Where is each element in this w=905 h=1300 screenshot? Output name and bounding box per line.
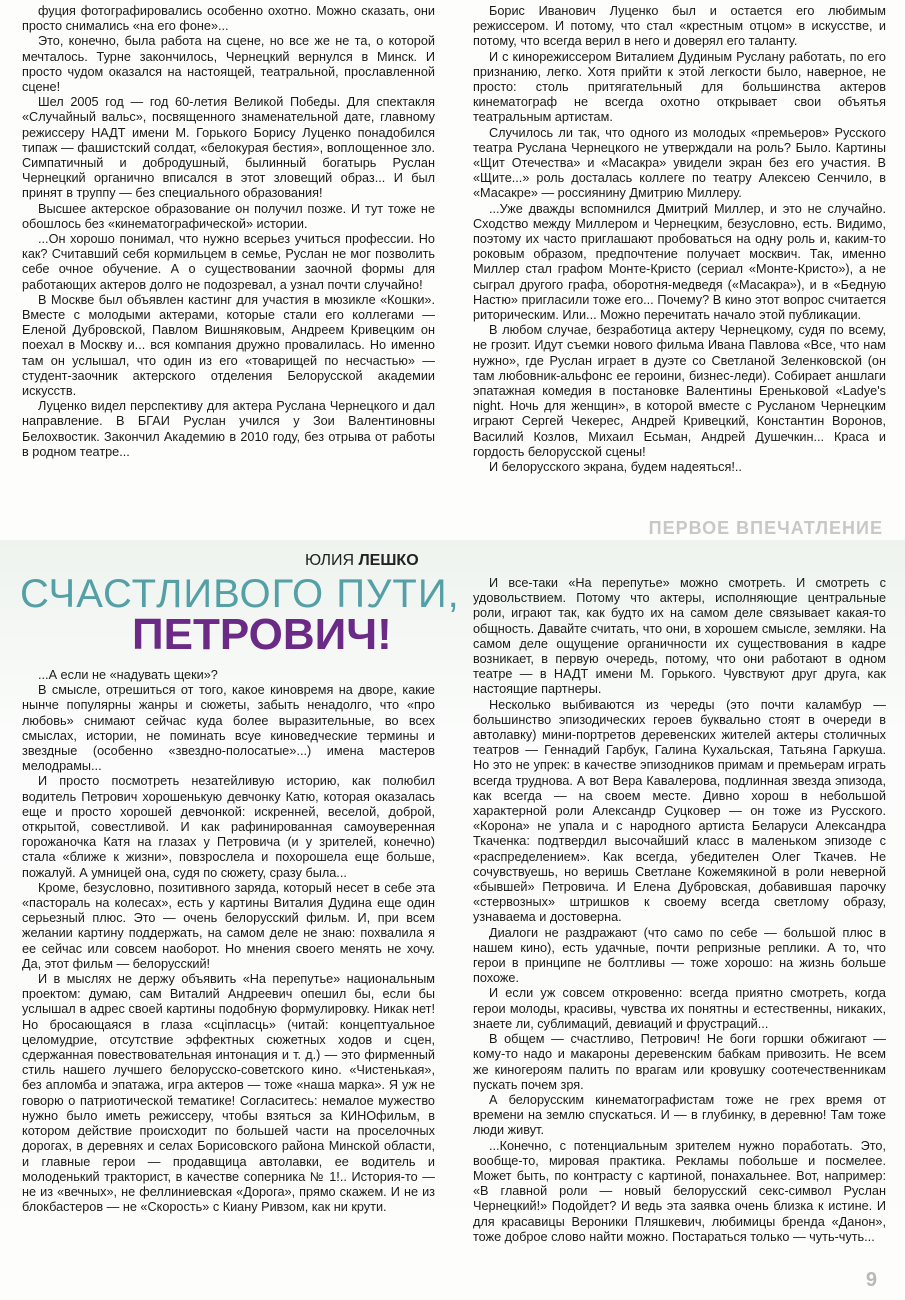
author-byline: [305, 552, 419, 570]
paragraph: И с кинорежиссером Виталием Дудиным Руслану работать, по его признанию, легко. Хотя прийти к этой легкости было, наверное, не просто: столь притягательный для большинства актеров кинематограф не всегда охотно открывает свои объятья театральным артистам.: [473, 49, 886, 125]
paragraph: Диалоги не раздражают (что само по себе — большой плюс в нашем кино), есть удачные, почти репризные реплики. А то, что герои в принципе не болтливы — тоже хорошо: на жизнь больше похоже.: [473, 925, 886, 986]
paragraph: В смысле, отрешиться от того, какое киновремя на дворе, какие нынче популярны жанры и сюжеты, забыть ненадолго, что «про любовь» снимают сейчас куда более выразительные, во всех смыслах, истории, не поминать всуе киноведческие термины и звездные (особенно «звездно-полосатые»...) имена мастеров мелодрамы...: [22, 683, 435, 774]
paragraph: И если уж совсем откровенно: всегда приятно смотреть, когда герои молоды, красивы, чувства их понятны и естественны, никаких, знаете ли, сублимаций, девиаций и фрустраций...: [473, 986, 886, 1031]
paragraph: Несколько выбиваются из череды (это почти каламбур — большинство эпизодических героев буквально стоят в очереди в автолавку) мини-портретов деревенских жителей актеры столичных театров — Геннадий Гарбук, Галина Кухальская, Татьяна Гаркуша. Но это не упрек: в качестве эпизодников примам и премьерам играть всегда труднова. А вот Вера Кавалерова, подлинная звезда эпизода, как всегда — на своем месте. Дивно хорош в небольшой характерной роли Александр Суцковер — он тоже из Русского. «Корона» не упала и с народного артиста Беларуси Александра Ткаченка: подтвердил высочайший класс в маленьком эпизоде с «распределением». Как всегда, убедителен Олег Ткачев. Не сочувствуешь, но веришь Светлане Кожемякиной в роли неверной «бывшей» Петровича. И Елена Дубровская, добавившая парочку «стервозных» штришков к своему всегда светлому образу, узнаваема и достоверна.: [473, 697, 886, 925]
paragraph: Борис Иванович Луценко был и остается его любимым режиссером. И потому, что стал «крестным отцом» в искусстве, и потому, что всегда верил в него и доверял его таланту.: [473, 4, 886, 49]
paragraph: ...А если не «надувать щеки»?: [38, 668, 218, 682]
bottom-left-column: [22, 668, 435, 1215]
paragraph: ...Уже дважды вспомнился Дмитрий Миллер, и это не случайно. Сходство между Миллером и Чернецким, безусловно, есть. Видимо, поэтому их часто приглашают пробоваться на одну роль и, каким-то роковым образом, предпочтение получает москвич. Так, именно Миллер стал графом Монте-Кристо (сериал «Монте-Кристо»), а не сыграл другого графа, оборотня-медведя («Масакра»), и в «Бедную Настю» пригласили тоже его... Почему? В кино этот вопрос считается риторическим. Или... Можно перечитать начало этой публикации.: [473, 201, 886, 323]
author-last-name: ЛЕШКО: [358, 552, 419, 569]
headline-line-2: ПЕТРОВИЧ!: [132, 610, 392, 659]
paragraph: И просто посмотреть незатейливую историю, как полюбил водитель Петрович хорошенькую девчонку Катю, которая оказалась еще и просто хорошей девчонкой: искренней, веселой, доброй, открытой, совестливой. И как рафинированная самоуверенная горожаночка Катя на глазах у Петровича (и у зрителей, конечно) стала «ближе к жизни», повзрослела и похорошела еще больше, пожалуй. А умницей она, судя по сюжету, сразу была...: [22, 774, 435, 880]
top-right-column: [473, 4, 886, 475]
paragraph: Луценко видел перспективу для актера Руслана Чернецкого и дал направление. В БГАИ Руслан учился у Зои Валентиновны Белохвостик. Закончил Академию в 2010 году, без отрыва от работы в родном театре...: [22, 399, 435, 459]
paragraph: И в мыслях не держу объявить «На перепутье» национальным проектом: думаю, сам Виталий Андреевич опешил бы, если бы услышал в адрес своей картины подобную формулировку. Никак нет! Но бросающаяся в глаза «сціпласць» (читай: концептуальное целомудрие, отсутствие эффектных сюжетных ходов и сцен, сдержанная повествовательная интонация и т. д.) — это фирменный стиль нашего лучшего белорусско-советского кино. «Чистенькая», без апломба и эпатажа, игра актеров — тоже «наша марка». Я уж не говорю о патриотической тематике! Согласитесь: немалое мужество нужно было иметь режиссеру, чтобы взяться за КИНОфильм, в котором действие происходит по большей части на проселочных дорогах, в деревнях и селах Борисовского района Минской области, и главные герои — продавщица автолавки, ее водитель и молоденький тракторист, в качестве соперника № 1!.. История-то — не из «вечных», не феллиниевская «Дорога», прямо скажем. И не из блокбастеров — не «Скорость» с Киану Ривзом, как ни крути.: [22, 972, 435, 1215]
paragraph: И белорусского экрана, будем надеяться!..: [489, 460, 742, 475]
paragraph: Случилось ли так, что одного из молодых «премьеров» Русского театра Руслана Чернецкого не утверждали на роль? Было. Картины «Щит Отечества» и «Масакра» увидели экран без его участия. В «Щите...» роль досталась коллеге по театру Алексею Сенчило, в «Масакре» — россиянину Дмитрию Миллеру.: [473, 125, 886, 201]
paragraph: В общем — счастливо, Петрович! Не боги горшки обжигают — кому-то надо и макароны деревенским бабкам привозить. Не всем же киногероям палить по врагам или кровушку соотечественникам пускать почем зря.: [473, 1032, 886, 1092]
bottom-right-column: [473, 576, 886, 1245]
paragraph: А белорусским кинематографистам тоже не грех время от времени на землю спускаться. И — в глубинку, в деревню! Там тоже люди живут.: [473, 1092, 886, 1138]
paragraph: ...Конечно, с потенциальным зрителем нужно поработать. Это, вообще-то, мировая практика. Рекламы побольше и посмелее. Может быть, по контрасту с картиной, понахальнее. Вот, например: «В главной роли — новый белорусский секс-символ Руслан Чернецкий!» Подойдет? И ведь эта заявка очень близка к истине. И для красавицы Вероники Пляшкевич, любимицы бренда «Данон», тоже доброе слово найти можно. Постараться только — чуть-чуть...: [473, 1138, 886, 1244]
page-number: 9: [865, 1269, 877, 1291]
paragraph: Шел 2005 год — год 60-летия Великой Победы. Для спектакля «Случайный вальс», посвященного знаменательной дате, главному режиссеру НАДТ имени М. Горького Борису Луценко понадобился типаж — фашистский солдат, «белокурая бестия», воплощенное зло. Симпатичный и добродушный, былинный богатырь Руслан Чернецкий органично вписался в этот зловещий образ... И был принят в труппу — без специального образования!: [22, 95, 435, 201]
paragraph: В любом случае, безработица актеру Чернецкому, судя по всему, не грозит. Идут съемки нового фильма Ивана Павлова «Все, что нам нужно», где Руслан играет в дуэте со Светланой Зеленковской (он там любовник-альфонс ее героини, бизнес-леди). Собирает аншлаги эпатажная комедия в постановке Валентины Ереньковой «Ladye's night. Ночь для женщин», в которой вместе с Русланом Чернецким играют Сергей Чекерес, Андрей Кривецкий, Константин Воронов, Василий Козлов, Михаил Есьман, Андрей Душечкин... Краса и гордость белорусской сцены!: [473, 323, 886, 459]
section-label: ПЕРВОЕ ВПЕЧАТЛЕНИЕ: [648, 518, 883, 538]
top-left-column: [22, 4, 435, 460]
paragraph: Высшее актерское образование он получил позже. И тут тоже не обошлось без «кинематографической» истории.: [22, 201, 435, 231]
paragraph: Это, конечно, была работа на сцене, но все же не та, о которой мечталось. Турне закончилось, Чернецкий вернулся в Минск. И просто чудом оказался на настоящей, театральной, прославленной сцене!: [22, 34, 435, 95]
paragraph: Кроме, безусловно, позитивного заряда, который несет в себе эта «пастораль на колесах», есть у картины Виталия Дудина еще один серьезный плюс. Это — очень белорусский фильм. И, при всем желании картину поддержать, на самом деле не знаю: похвалила я ее сейчас или совсем наоборот. Но мнения своего менять не хочу. Да, этот фильм — белорусский!: [22, 880, 435, 971]
author-first-name: ЮЛИЯ: [305, 552, 354, 569]
paragraph: ...Он хорошо понимал, что нужно всерьез учиться профессии. Но как? Считавший себя кормильцем в семье, Руслан не мог позволить себе очное обучение. А о существовании заочной формы для работающих актеров долго не подозревал, а узнал почти случайно!: [22, 232, 435, 292]
paragraph: В Москве был объявлен кастинг для участия в мюзикле «Кошки». Вместе с молодыми актерами, которые стали его коллегами — Еленой Дубровской, Павлом Вишняковым, Андреем Кривецким он поехал в Москву и... вся компания дружно провалилась. Но именно там он услышал, что один из его «товарищей по несчастью» — студент-заочник актерского отделения Белорусской академии искусств.: [22, 292, 435, 399]
paragraph: И все-таки «На перепутье» можно смотреть. И смотреть с удовольствием. Потому что актеры, исполняющие центральные роли, играют так, как будто их на самом деле связывает какая-то общность. Давайте считать, что они, в хорошем смысле, земляки. На самом деле ощущение органичности их существования в кадре возникает, в первую очередь, потому, что они работают в одном театре — в НАДТ имени М. Горького. Чувствуют друг друга, как настоящие партнеры.: [473, 576, 886, 697]
paragraph: фуция фотографировались особенно охотно. Можно сказать, они просто снимались «на его фоне»...: [22, 4, 435, 34]
headline-line-1: СЧАСТЛИВОГО ПУТИ,: [20, 572, 460, 616]
